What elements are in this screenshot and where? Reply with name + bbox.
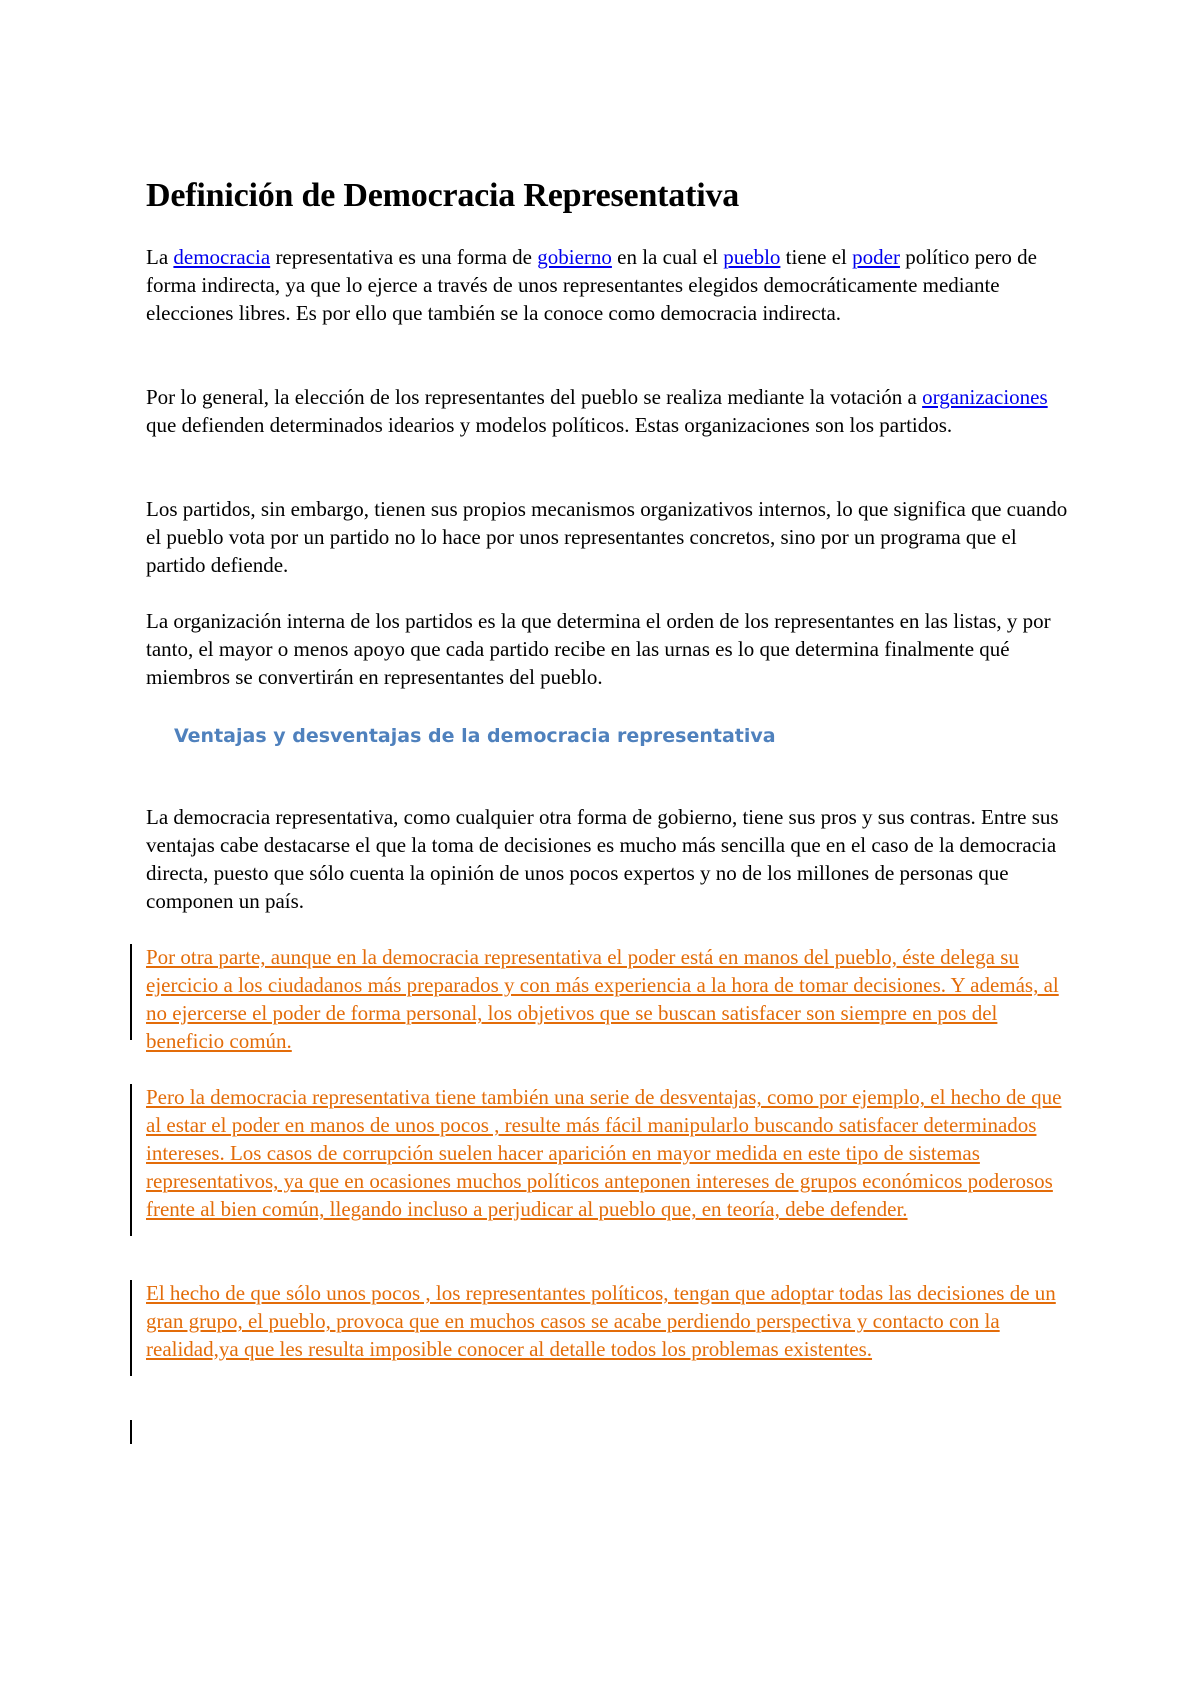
text-run: en la cual el	[611, 245, 724, 269]
text-run: La	[146, 245, 174, 269]
paragraph-revision-3: El hecho de que sólo unos pocos , los representantes políticos, tengan que adoptar todas las decisiones de un gran grupo, el pueblo, provoca que en muchos casos se acabe perdiendo perspectiva y contacto con la realidad,ya que les resulta imposible conocer al detalle todos los problemas existentes.	[146, 1281, 1056, 1361]
paragraph-organization: La organización interna de los partidos es la que determina el orden de los representantes en las listas, y por tanto, el mayor o menos apoyo que cada partido recibe en las urnas es lo que determina finalmente qué miembros se convertirán en representantes del pueblo.	[146, 609, 1051, 689]
paragraph-revision-1: Por otra parte, aunque en la democracia representativa el poder está en manos del pueblo, éste delega su ejercicio a los ciudadanos más preparados y con más experiencia a la hora de tomar decisiones. Y además, al no ejercerse el poder de forma personal, los objetivos que se buscan satisfacer son siempre en pos del beneficio común.	[146, 945, 1059, 1053]
text-cursor[interactable]	[130, 1420, 132, 1444]
paragraph-parties: Los partidos, sin embargo, tienen sus propios mecanismos organizativos internos, lo que significa que cuando el pueblo vota por un partido no lo hace por unos representantes concretos, sino por un programa que el partido defiende.	[146, 497, 1068, 577]
change-bar	[130, 944, 132, 1040]
change-bar	[130, 1084, 132, 1236]
paragraph-revision-2: Pero la democracia representativa tiene también una serie de desventajas, como por ejemplo, el hecho de que al estar el poder en manos de unos pocos , resulte más fácil manipularlo buscando satisfacer determinados intereses. Los casos de corrupción suelen hacer aparición en mayor medida en este tipo de sistemas representativos, ya que en ocasiones muchos políticos anteponen intereses de grupos económicos poderosos frente al bien común, llegando incluso a perjudicar al pueblo que, en teoría, debe defender.	[146, 1085, 1062, 1221]
link-poder[interactable]: poder	[852, 245, 900, 269]
page-title: Definición de Democracia Representativa	[146, 177, 740, 214]
section-heading: Ventajas y desventajas de la democracia representativa	[174, 725, 776, 747]
paragraph-definition	[146, 243, 1076, 327]
text-run: representativa es una forma de	[270, 245, 538, 269]
text-run: político pero de forma indirecta, ya que lo ejerce a través de unos representantes elegidos democráticamente mediante elecciones libres. Es por ello que también se la conoce como democracia indirecta.	[146, 245, 1037, 325]
link-democracia[interactable]: democracia	[173, 245, 271, 269]
paragraph-advantages: La democracia representativa, como cualquier otra forma de gobierno, tiene sus pros y sus contras. Entre sus ventajas cabe destacarse el que la toma de decisiones es mucho más sencilla que en el caso de la democracia directa, puesto que sólo cuenta la opinión de unos pocos expertos y no de los millones de personas que componen un país.	[146, 805, 1059, 913]
text-run: Por lo general, la elección de los representantes del pueblo se realiza mediante la votación a	[146, 385, 923, 409]
text-run: tiene el	[780, 245, 853, 269]
paragraph-elections	[146, 383, 1076, 439]
text-run: que defienden determinados idearios y modelos políticos. Estas organizaciones son los partidos.	[146, 413, 953, 437]
change-bar	[130, 1280, 132, 1376]
link-gobierno[interactable]: gobierno	[537, 245, 612, 269]
link-organizaciones[interactable]: organizaciones	[922, 385, 1048, 409]
link-pueblo[interactable]: pueblo	[723, 245, 781, 269]
